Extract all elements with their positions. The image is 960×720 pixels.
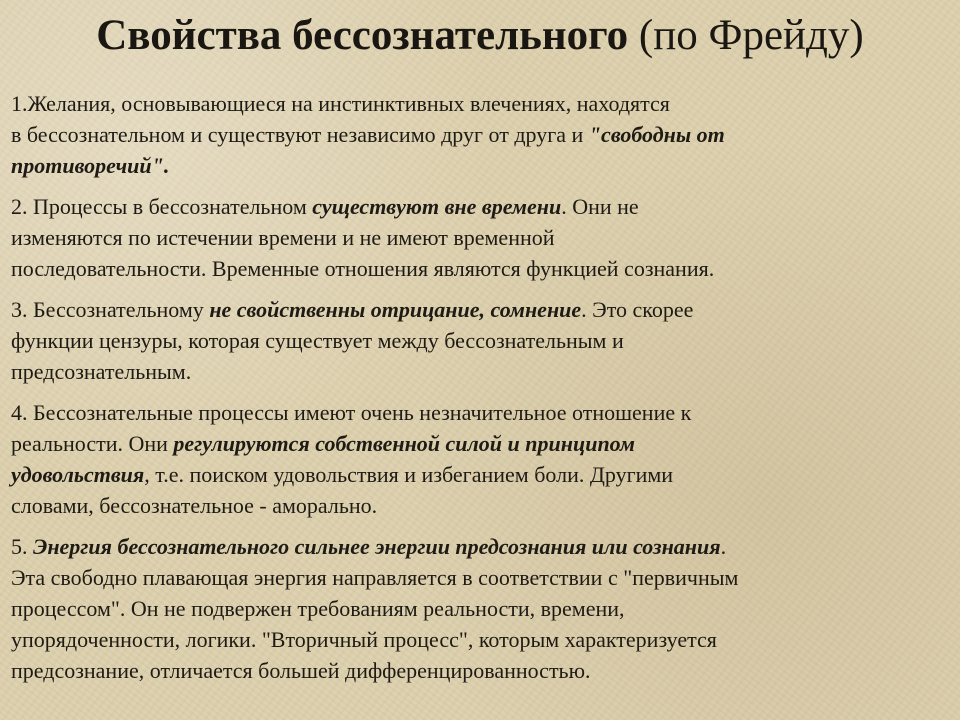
text-line <box>11 150 949 181</box>
text-line: предсознательным. <box>11 359 192 384</box>
property-item-3 <box>11 294 949 387</box>
property-item-2 <box>11 191 949 284</box>
emphasis: удовольствия <box>11 462 145 487</box>
text-line: функции цензуры, которая существует между бессознательным и <box>11 328 624 353</box>
emphasis: существуют вне времени <box>312 194 562 219</box>
text-line: упорядоченности, логики. "Вторичный процесс", которым характеризуется <box>11 627 717 652</box>
slide-title <box>0 8 960 64</box>
text-line: в бессознательном и существуют независимо друг от друга и "свободны от <box>11 122 725 147</box>
slide-title-main: Свойства бессознательного <box>96 12 629 59</box>
property-item-5 <box>11 531 949 686</box>
text-line: процессом". Он не подвержен требованиям реальности, времени, <box>11 596 625 621</box>
property-item-1 <box>11 88 949 181</box>
emphasis: регулируются собственной силой и принципом <box>173 431 635 456</box>
text-line: словами, бессознательное - аморально. <box>11 493 378 518</box>
emphasis: противоречий". <box>11 153 170 178</box>
emphasis: "свободны от <box>588 122 725 147</box>
text-line: предсознание, отличается большей дифференцированностью. <box>11 658 591 683</box>
text-line: реальности. Они регулируются собственной силой и принципом <box>11 431 635 456</box>
slide-title-sub: (по Фрейду) <box>628 12 864 59</box>
text-line: Эта свободно плавающая энергия направляется в соответствии с "первичным <box>11 565 739 590</box>
text-line: удовольствия, т.е. поиском удовольствия и избеганием боли. Другими <box>11 462 674 487</box>
properties-list <box>11 88 949 696</box>
text-line: изменяются по истечении времени и не имеют временной <box>11 225 555 250</box>
text-line: 3. Бессознательному не свойственны отрицание, сомнение. Это скорее <box>11 297 694 322</box>
text-line: 1.Желания, основывающиеся на инстинктивных влечениях, находятся <box>11 91 670 116</box>
text-line: 2. Процессы в бессознательном существуют вне времени. Они не <box>11 194 639 219</box>
text-line: 4. Бессознательные процессы имеют очень незначительное отношение к <box>11 400 692 425</box>
text-line: последовательности. Временные отношения являются функцией сознания. <box>11 256 715 281</box>
property-item-4 <box>11 397 949 521</box>
text-line: 5. Энергия бессознательного сильнее энергии предсознания или сознания. <box>11 534 727 559</box>
emphasis: Энергия бессознательного сильнее энергии предсознания или сознания <box>33 534 721 559</box>
emphasis: не свойственны отрицание, сомнение <box>209 297 582 322</box>
